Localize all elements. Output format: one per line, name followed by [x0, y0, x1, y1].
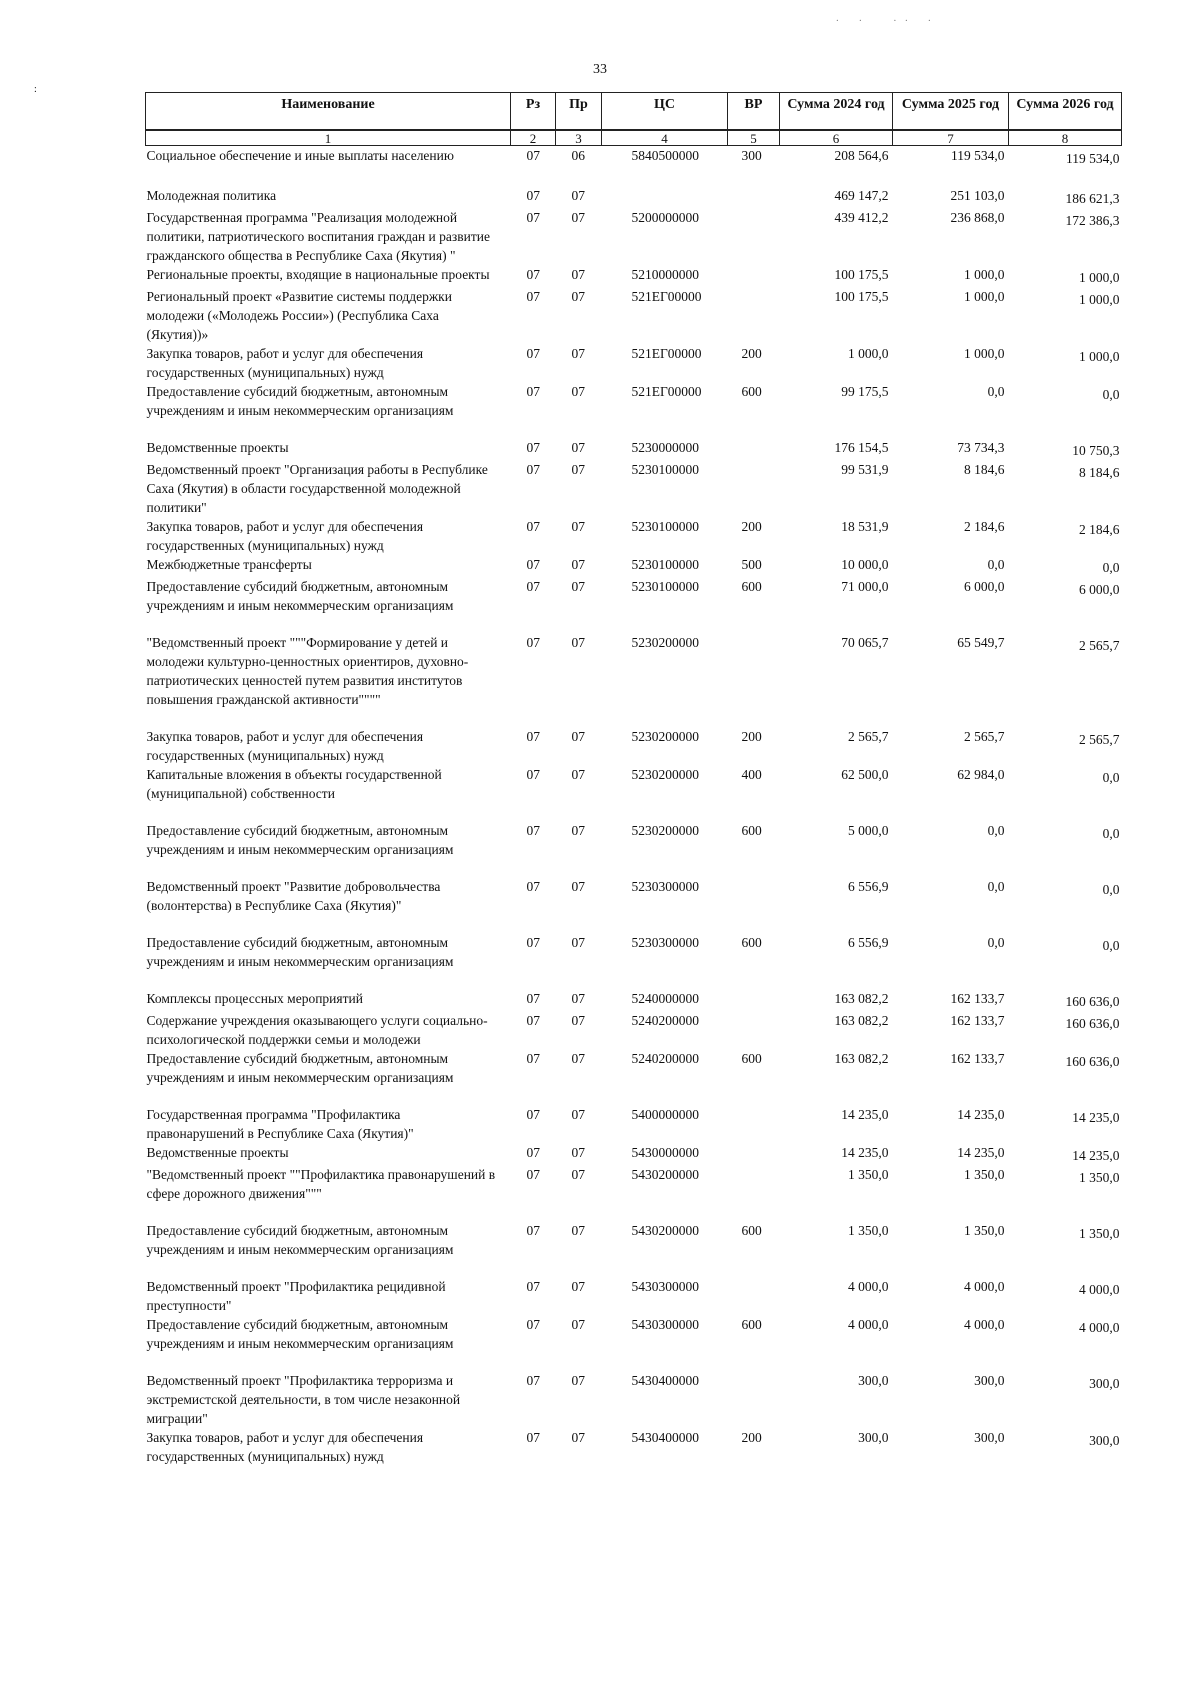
- row-sum-2025: 0,0: [987, 557, 1005, 572]
- row-sum-2026: 2 184,6: [1079, 522, 1120, 537]
- column-number: 1: [146, 130, 511, 146]
- row-pr: 07: [571, 1013, 585, 1028]
- row-pr: 07: [571, 1430, 585, 1445]
- row-sum-2025: 1 350,0: [964, 1223, 1005, 1238]
- row-sum-2026: 6 000,0: [1079, 582, 1120, 597]
- row-sum-2024: 300,0: [858, 1430, 889, 1445]
- row-sum-2024: 1 350,0: [848, 1167, 889, 1182]
- row-name: "Ведомственный проект ""Профилактика правонарушений в сфере дорожного движения""": [146, 1167, 496, 1201]
- row-cs: 5200000000: [631, 210, 699, 225]
- page-number: 33: [593, 62, 607, 77]
- row-sum-2024: 469 147,2: [834, 188, 889, 203]
- row-sum-2025: 2 565,7: [964, 729, 1005, 744]
- row-name: Закупка товаров, работ и услуг для обеспечения государственных (муниципальных) нужд: [146, 519, 424, 553]
- row-cs: 5230200000: [631, 635, 699, 650]
- row-rz: 07: [526, 579, 540, 594]
- row-sum-2024: 439 412,2: [834, 210, 889, 225]
- header-vr: ВР: [728, 93, 780, 131]
- table-row: [146, 555, 1122, 577]
- row-sum-2026: 14 235,0: [1072, 1110, 1120, 1125]
- row-sum-2025: 251 103,0: [950, 188, 1005, 203]
- table-row: [146, 382, 1122, 438]
- table-row: [146, 287, 1122, 344]
- row-name: Закупка товаров, работ и услуг для обеспечения государственных (муниципальных) нужд: [146, 346, 424, 380]
- row-cs: 5230100000: [631, 579, 699, 594]
- row-sum-2025: 4 000,0: [964, 1317, 1005, 1332]
- table-row: [146, 208, 1122, 265]
- row-sum-2024: 18 531,9: [841, 519, 889, 534]
- row-rz: 07: [526, 1145, 540, 1160]
- row-sum-2026: 0,0: [1102, 560, 1120, 575]
- row-pr: 07: [571, 879, 585, 894]
- header-rz: Рз: [511, 93, 556, 131]
- row-rz: 07: [526, 1317, 540, 1332]
- row-sum-2025: 73 734,3: [957, 440, 1005, 455]
- row-sum-2025: 1 000,0: [964, 346, 1005, 361]
- row-pr: 07: [571, 935, 585, 950]
- row-cs: 521ЕГ00000: [631, 346, 702, 361]
- row-rz: 07: [526, 729, 540, 744]
- row-sum-2026: 119 534,0: [1066, 151, 1120, 166]
- row-rz: 07: [526, 188, 540, 203]
- row-sum-2024: 4 000,0: [848, 1317, 889, 1332]
- row-pr: 07: [571, 1279, 585, 1294]
- row-cs: 5240200000: [631, 1013, 699, 1028]
- row-pr: 07: [571, 346, 585, 361]
- row-sum-2024: 2 565,7: [848, 729, 889, 744]
- row-pr: 07: [571, 635, 585, 650]
- row-cs: 5400000000: [631, 1107, 699, 1122]
- row-vr: 400: [741, 767, 762, 782]
- row-rz: 07: [526, 879, 540, 894]
- row-cs: 5430000000: [631, 1145, 699, 1160]
- row-rz: 07: [526, 210, 540, 225]
- row-vr: [728, 989, 780, 1011]
- row-sum-2026: 300,0: [1089, 1433, 1120, 1448]
- row-sum-2024: 14 235,0: [841, 1107, 889, 1122]
- row-rz: 07: [526, 1373, 540, 1388]
- table-row: [146, 577, 1122, 633]
- row-pr: 07: [571, 519, 585, 534]
- row-sum-2024: 70 065,7: [841, 635, 889, 650]
- row-sum-2025: 0,0: [987, 935, 1005, 950]
- row-sum-2026: 4 000,0: [1079, 1282, 1120, 1297]
- row-name: Ведомственный проект "Развитие добровольчества (волонтерства) в Республике Саха (Якутия)": [146, 879, 441, 913]
- row-cs: 521ЕГ00000: [631, 384, 702, 399]
- row-sum-2026: 2 565,7: [1079, 732, 1120, 747]
- row-sum-2026: 0,0: [1102, 387, 1120, 402]
- row-cs: 5430200000: [631, 1223, 699, 1238]
- row-vr: [728, 1371, 780, 1428]
- row-sum-2024: 100 175,5: [834, 267, 889, 282]
- row-rz: 07: [526, 289, 540, 304]
- row-sum-2025: 4 000,0: [964, 1279, 1005, 1294]
- table-row: [146, 1371, 1122, 1428]
- row-cs: 5230200000: [631, 729, 699, 744]
- row-sum-2025: 236 868,0: [950, 210, 1005, 225]
- row-sum-2025: 0,0: [987, 823, 1005, 838]
- row-name: Капитальные вложения в объекты государственной (муниципальной) собственности: [146, 767, 442, 801]
- row-sum-2026: 1 350,0: [1079, 1170, 1120, 1185]
- row-rz: 07: [526, 148, 540, 163]
- row-rz: 07: [526, 462, 540, 477]
- row-sum-2026: 0,0: [1102, 770, 1120, 785]
- row-vr: 600: [741, 1223, 762, 1238]
- row-pr: 07: [571, 462, 585, 477]
- table-row: [146, 727, 1122, 765]
- table-row: [146, 877, 1122, 933]
- row-sum-2024: 10 000,0: [841, 557, 889, 572]
- row-pr: 07: [571, 1051, 585, 1066]
- column-number: 7: [893, 130, 1009, 146]
- table-row: [146, 765, 1122, 821]
- row-pr: 07: [571, 1167, 585, 1182]
- row-rz: 07: [526, 440, 540, 455]
- row-pr: 07: [571, 188, 585, 203]
- row-cs: 5430300000: [631, 1279, 699, 1294]
- row-sum-2026: 2 565,7: [1079, 638, 1120, 653]
- row-sum-2024: 14 235,0: [841, 1145, 889, 1160]
- row-sum-2025: 8 184,6: [964, 462, 1005, 477]
- row-rz: 07: [526, 346, 540, 361]
- row-sum-2024: 300,0: [858, 1373, 889, 1388]
- row-rz: 07: [526, 1051, 540, 1066]
- row-name: Ведомственный проект "Организация работы в Республике Саха (Якутия) в области государственной молодежной политики": [146, 462, 488, 515]
- row-sum-2025: 1 000,0: [964, 289, 1005, 304]
- header-sum-2024: Сумма 2024 год: [780, 93, 893, 131]
- table-row: [146, 1105, 1122, 1143]
- row-name: Региональные проекты, входящие в национальные проекты: [146, 267, 490, 282]
- row-sum-2026: 8 184,6: [1079, 465, 1120, 480]
- table-header: [146, 93, 1122, 146]
- row-sum-2024: 100 175,5: [834, 289, 889, 304]
- row-rz: 07: [526, 557, 540, 572]
- row-sum-2024: 6 556,9: [848, 935, 889, 950]
- row-sum-2024: 208 564,6: [834, 148, 889, 163]
- row-rz: 07: [526, 267, 540, 282]
- row-vr: 500: [741, 557, 762, 572]
- row-name: Закупка товаров, работ и услуг для обеспечения государственных (муниципальных) нужд: [146, 1430, 424, 1464]
- row-vr: [728, 265, 780, 287]
- row-pr: 07: [571, 823, 585, 838]
- row-vr: [728, 877, 780, 933]
- row-cs: 5430300000: [631, 1317, 699, 1332]
- row-cs: 5240000000: [631, 991, 699, 1006]
- row-rz: 07: [526, 767, 540, 782]
- row-name: Предоставление субсидий бюджетным, автономным учреждениям и иным некоммерческим организациям: [146, 384, 454, 418]
- row-name: Региональный проект «Развитие системы поддержки молодежи («Молодежь России») (Республика Саха (Якутия))»: [146, 289, 452, 342]
- row-sum-2025: 162 133,7: [950, 1013, 1005, 1028]
- row-pr: 07: [571, 767, 585, 782]
- row-rz: 07: [526, 1223, 540, 1238]
- row-cs: 5230100000: [631, 519, 699, 534]
- table-row: [146, 517, 1122, 555]
- table-row: [146, 146, 1122, 187]
- row-sum-2026: 160 636,0: [1065, 994, 1120, 1009]
- row-sum-2025: 65 549,7: [957, 635, 1005, 650]
- row-sum-2026: 0,0: [1102, 882, 1120, 897]
- row-pr: 07: [571, 1145, 585, 1160]
- row-sum-2024: 163 082,2: [834, 1051, 889, 1066]
- row-vr: [728, 460, 780, 517]
- row-rz: 07: [526, 1107, 540, 1122]
- row-sum-2026: 0,0: [1102, 938, 1120, 953]
- column-number: 2: [511, 130, 556, 146]
- row-vr: [728, 1165, 780, 1221]
- row-sum-2026: 160 636,0: [1065, 1054, 1120, 1069]
- row-name: Предоставление субсидий бюджетным, автономным учреждениям и иным некоммерческим организациям: [146, 1317, 454, 1351]
- row-name: Государственная программа "Профилактика правонарушений в Республике Саха (Якутия)": [146, 1107, 414, 1141]
- row-pr: 07: [571, 267, 585, 282]
- column-number: 5: [728, 130, 780, 146]
- row-sum-2025: 0,0: [987, 384, 1005, 399]
- row-cs: 5230000000: [631, 440, 699, 455]
- column-number-row: [146, 130, 1122, 146]
- row-rz: 07: [526, 823, 540, 838]
- row-sum-2024: 163 082,2: [834, 1013, 889, 1028]
- row-name: Ведомственный проект "Профилактика терроризма и экстремистской деятельности, в том числе незаконной миграции": [146, 1373, 461, 1426]
- row-name: Комплексы процессных мероприятий: [146, 991, 363, 1006]
- row-vr: [728, 1277, 780, 1315]
- row-sum-2024: 6 556,9: [848, 879, 889, 894]
- row-rz: 07: [526, 635, 540, 650]
- row-cs: 5230100000: [631, 557, 699, 572]
- row-cs: 5430400000: [631, 1373, 699, 1388]
- row-sum-2026: 10 750,3: [1072, 443, 1120, 458]
- column-number: 4: [602, 130, 728, 146]
- table-row: [146, 1315, 1122, 1371]
- row-vr: 600: [741, 1051, 762, 1066]
- row-cs: [602, 186, 728, 208]
- row-name: Молодежная политика: [146, 188, 277, 203]
- row-sum-2025: 14 235,0: [957, 1107, 1005, 1122]
- row-name: Ведомственные проекты: [146, 440, 289, 455]
- row-cs: 521ЕГ00000: [631, 289, 702, 304]
- row-vr: [728, 208, 780, 265]
- table-row: [146, 1165, 1122, 1221]
- row-rz: 07: [526, 519, 540, 534]
- row-rz: 07: [526, 935, 540, 950]
- row-name: Содержание учреждения оказывающего услуги социально-психологической поддержки семьи и молодежи: [146, 1013, 488, 1047]
- row-pr: 07: [571, 729, 585, 744]
- row-pr: 07: [571, 210, 585, 225]
- row-vr: 200: [741, 729, 762, 744]
- row-sum-2024: 163 082,2: [834, 991, 889, 1006]
- table-row: [146, 344, 1122, 382]
- row-sum-2026: 4 000,0: [1079, 1320, 1120, 1335]
- row-cs: 5240200000: [631, 1051, 699, 1066]
- row-vr: [728, 1105, 780, 1143]
- row-sum-2026: 0,0: [1102, 826, 1120, 841]
- row-sum-2026: 1 350,0: [1079, 1226, 1120, 1241]
- table-row: [146, 821, 1122, 877]
- table-row: [146, 1011, 1122, 1049]
- column-number: 6: [780, 130, 893, 146]
- row-name: Предоставление субсидий бюджетным, автономным учреждениям и иным некоммерческим организациям: [146, 1223, 454, 1257]
- row-sum-2024: 99 531,9: [841, 462, 889, 477]
- row-pr: 07: [571, 1373, 585, 1388]
- row-vr: 200: [741, 519, 762, 534]
- row-name: Предоставление субсидий бюджетным, автономным учреждениям и иным некоммерческим организациям: [146, 579, 454, 613]
- row-cs: 5230100000: [631, 462, 699, 477]
- table-body: [146, 146, 1122, 1467]
- row-sum-2025: 62 984,0: [957, 767, 1005, 782]
- row-cs: 5230200000: [631, 767, 699, 782]
- row-name: Межбюджетные трансферты: [146, 557, 312, 572]
- row-sum-2024: 5 000,0: [848, 823, 889, 838]
- row-vr: 600: [741, 579, 762, 594]
- row-sum-2025: 1 000,0: [964, 267, 1005, 282]
- table-row: [146, 1428, 1122, 1466]
- row-sum-2026: 1 000,0: [1079, 270, 1120, 285]
- row-cs: 5430400000: [631, 1430, 699, 1445]
- row-sum-2024: 4 000,0: [848, 1279, 889, 1294]
- row-pr: 07: [571, 384, 585, 399]
- row-vr: [728, 633, 780, 727]
- row-sum-2025: 300,0: [974, 1430, 1005, 1445]
- column-number: 8: [1009, 130, 1122, 146]
- row-vr: [728, 1011, 780, 1049]
- row-sum-2025: 119 534,0: [951, 148, 1005, 163]
- row-vr: 600: [741, 384, 762, 399]
- row-vr: 600: [741, 823, 762, 838]
- row-vr: 600: [741, 1317, 762, 1332]
- row-cs: 5230200000: [631, 823, 699, 838]
- row-sum-2026: 14 235,0: [1072, 1148, 1120, 1163]
- row-sum-2025: 300,0: [974, 1373, 1005, 1388]
- row-cs: 5430200000: [631, 1167, 699, 1182]
- row-cs: 5210000000: [631, 267, 699, 282]
- row-sum-2024: 1 000,0: [848, 346, 889, 361]
- table-row: [146, 633, 1122, 727]
- row-sum-2026: 300,0: [1089, 1376, 1120, 1391]
- margin-mark: :: [34, 84, 37, 95]
- row-vr: 200: [741, 1430, 762, 1445]
- row-sum-2026: 1 000,0: [1079, 349, 1120, 364]
- table-row: [146, 1049, 1122, 1105]
- table-row: [146, 438, 1122, 460]
- scan-artifact: . . . . .: [836, 12, 934, 24]
- row-name: Ведомственные проекты: [146, 1145, 289, 1160]
- row-name: Предоставление субсидий бюджетным, автономным учреждениям и иным некоммерческим организациям: [146, 935, 454, 969]
- row-sum-2025: 162 133,7: [950, 1051, 1005, 1066]
- header-row: [146, 93, 1122, 131]
- header-name: Наименование: [146, 93, 511, 131]
- row-name: Ведомственный проект "Профилактика рецидивной преступности": [146, 1279, 446, 1313]
- row-pr: 07: [571, 440, 585, 455]
- row-sum-2025: 2 184,6: [964, 519, 1005, 534]
- row-pr: 07: [571, 1317, 585, 1332]
- row-sum-2024: 176 154,5: [834, 440, 889, 455]
- row-vr: 600: [741, 935, 762, 950]
- row-vr: [728, 186, 780, 208]
- row-cs: 5230300000: [631, 935, 699, 950]
- row-name: Государственная программа "Реализация молодежной политики, патриотического воспитания граждан и развитие гражданского общества в Республике Саха (Якутия) ": [146, 210, 490, 263]
- row-rz: 07: [526, 991, 540, 1006]
- row-pr: 07: [571, 1223, 585, 1238]
- row-sum-2026: 172 386,3: [1065, 213, 1120, 228]
- row-vr: [728, 287, 780, 344]
- row-vr: [728, 1143, 780, 1165]
- table-row: [146, 265, 1122, 287]
- table-row: [146, 1221, 1122, 1277]
- budget-table: [145, 92, 1122, 1466]
- header-pr: Пр: [556, 93, 602, 131]
- row-cs: 5840500000: [631, 148, 699, 163]
- row-name: "Ведомственный проект """Формирование у детей и молодежи культурно-ценностных ориентиров, духовно-патриотических ценностей путем развития институтов повышения гражданской активности"""": [146, 635, 469, 707]
- row-vr: 200: [741, 346, 762, 361]
- row-rz: 07: [526, 1013, 540, 1028]
- row-sum-2025: 162 133,7: [950, 991, 1005, 1006]
- row-pr: 07: [571, 579, 585, 594]
- row-sum-2024: 1 350,0: [848, 1223, 889, 1238]
- table-row: [146, 1277, 1122, 1315]
- row-vr: 300: [741, 148, 762, 163]
- row-sum-2024: 99 175,5: [841, 384, 889, 399]
- table-row: [146, 186, 1122, 208]
- table-row: [146, 460, 1122, 517]
- row-sum-2026: 186 621,3: [1065, 191, 1120, 206]
- row-cs: 5230300000: [631, 879, 699, 894]
- row-name: Социальное обеспечение и иные выплаты населению: [146, 148, 454, 163]
- row-vr: [728, 438, 780, 460]
- row-sum-2026: 1 000,0: [1079, 292, 1120, 307]
- column-number: 3: [556, 130, 602, 146]
- row-pr: 07: [571, 991, 585, 1006]
- row-sum-2025: 0,0: [987, 879, 1005, 894]
- row-name: Предоставление субсидий бюджетным, автономным учреждениям и иным некоммерческим организациям: [146, 823, 454, 857]
- row-name: Закупка товаров, работ и услуг для обеспечения государственных (муниципальных) нужд: [146, 729, 424, 763]
- table-row: [146, 933, 1122, 989]
- row-rz: 07: [526, 1167, 540, 1182]
- row-pr: 07: [571, 557, 585, 572]
- row-sum-2025: 1 350,0: [964, 1167, 1005, 1182]
- row-sum-2026: 160 636,0: [1065, 1016, 1120, 1031]
- row-rz: 07: [526, 1279, 540, 1294]
- row-sum-2025: 6 000,0: [964, 579, 1005, 594]
- table-row: [146, 1143, 1122, 1165]
- row-rz: 07: [526, 384, 540, 399]
- row-rz: 07: [526, 1430, 540, 1445]
- row-pr: 07: [571, 289, 585, 304]
- row-sum-2025: 14 235,0: [957, 1145, 1005, 1160]
- row-pr: 06: [571, 148, 585, 163]
- row-name: Предоставление субсидий бюджетным, автономным учреждениям и иным некоммерческим организациям: [146, 1051, 454, 1085]
- table-row: [146, 989, 1122, 1011]
- row-sum-2024: 71 000,0: [841, 579, 889, 594]
- row-pr: 07: [571, 1107, 585, 1122]
- header-cs: ЦС: [602, 93, 728, 131]
- header-sum-2025: Сумма 2025 год: [893, 93, 1009, 131]
- header-sum-2026: Сумма 2026 год: [1009, 93, 1122, 131]
- row-sum-2024: 62 500,0: [841, 767, 889, 782]
